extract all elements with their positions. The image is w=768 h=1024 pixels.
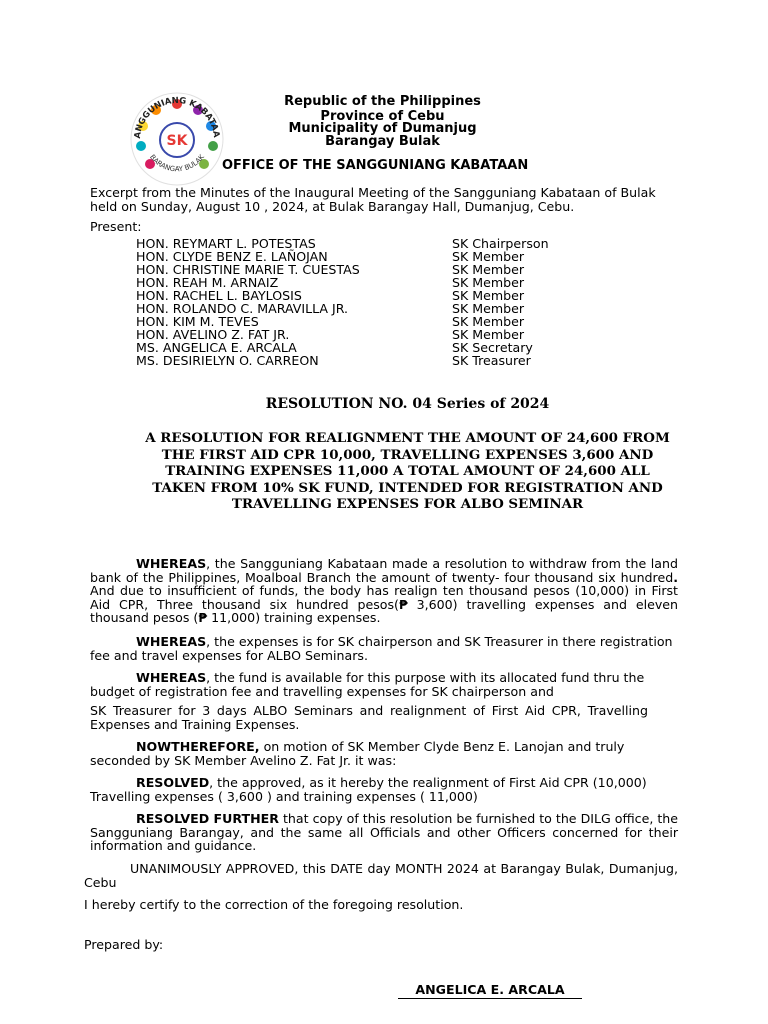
- whereas-paragraph-1: WHEREAS, the Sangguniang Kabataan made a resolution to withdraw from the land bank of the Philippines, Moalboal Branch the amount of twenty- four thousand six hundred. And due to insufficient of funds, the body has realign ten thousand pesos (10,000) in First Aid CPR, Three thousand six hundred pesos(₱ 3,600) travelling expenses and eleven thousand pesos (₱ 11,000) training expenses.: [90, 556, 679, 625]
- whereas-paragraph-3-continued: SK Treasurer for 3 days ALBO Seminars and realignment of First Aid CPR, Travelling Expenses and Training Expenses.: [90, 703, 648, 732]
- member-name: HON. KIM M. TEVES: [136, 314, 259, 329]
- member-name: HON. CLYDE BENZ E. LAÑOJAN: [136, 249, 328, 264]
- whereas-paragraph-2: WHEREAS, the expenses is for SK chairperson and SK Treasurer in there registration fee and travel expenses for ALBO Seminars.: [90, 634, 673, 663]
- member-name: HON. REAH M. ARNAIZ: [136, 275, 279, 290]
- prepared-by-label: Prepared by:: [84, 937, 164, 952]
- header-municipality: Municipality of Dumanjug: [288, 121, 477, 136]
- header-republic: Republic of the Philippines: [284, 94, 481, 109]
- member-role: SK Member: [452, 314, 525, 329]
- member-name: HON. ROLANDO C. MARAVILLA JR.: [136, 301, 349, 316]
- present-label: Present:: [90, 219, 142, 234]
- member-role: SK Member: [452, 327, 525, 342]
- intro-paragraph: Excerpt from the Minutes of the Inaugural Meeting of the Sangguniang Kabataan of Bulak held on Sunday, August 10 , 2024, at Bulak Barangay Hall, Dumanjug, Cebu.: [90, 185, 656, 214]
- member-role: SK Member: [452, 301, 525, 316]
- member-role: SK Member: [452, 262, 525, 277]
- header-barangay: Barangay Bulak: [325, 134, 440, 149]
- certification-line: I hereby certify to the correction of the foregoing resolution.: [84, 897, 464, 912]
- signatory-name: ANGELICA E. ARCALA: [398, 982, 582, 999]
- member-name: MS. DESIRIELYN O. CARREON: [136, 353, 319, 368]
- resolved-paragraph: RESOLVED, the approved, as it hereby the realignment of First Aid CPR (10,000) Travelling expenses ( 3,600 ) and training expenses ( 11,000): [90, 775, 647, 804]
- member-name: HON. REYMART L. POTESTAS: [136, 236, 316, 251]
- member-name: HON. RACHEL L. BAYLOSIS: [136, 288, 302, 303]
- member-name: MS. ANGELICA E. ARCALA: [136, 340, 297, 355]
- whereas-paragraph-3: WHEREAS, the fund is available for this purpose with its allocated fund thru the budget of registration fee and travelling expenses for SK chairperson and: [90, 670, 645, 699]
- approval-paragraph: UNANIMOUSLY APPROVED, this DATE day MONTH 2024 at Barangay Bulak, Dumanjug, Cebu: [84, 861, 678, 890]
- resolution-title: A RESOLUTION FOR REALIGNMENT THE AMOUNT OF 24,600 FROM THE FIRST AID CPR 10,000, TRAVELLING EXPENSES 3,600 AND TRAINING EXPENSES 11,000 A TOTAL AMOUNT OF 24,600 ALL TAKEN FROM 10% SK FUND, INTENDED FOR REGISTRATION AND TRAVELLING EXPENSES FOR ALBO SEMINAR: [145, 430, 670, 513]
- svg-text:BARANGAY BULAK: BARANGAY BULAK: [148, 153, 206, 174]
- member-role: SK Secretary: [452, 340, 533, 355]
- resolved-further-paragraph: RESOLVED FURTHER that copy of this resolution be furnished to the DILG office, the Sangguniang Barangay, and the same all Officials and other Officers concerned for their information and guidance.: [90, 811, 678, 853]
- svg-text:SK: SK: [166, 133, 188, 149]
- now-therefore-paragraph: NOWTHEREFORE, on motion of SK Member Clyde Benz E. Lanojan and truly seconded by SK Member Avelino Z. Fat Jr. it was:: [90, 739, 625, 768]
- resolution-number: RESOLUTION NO. 04 Series of 2024: [265, 396, 550, 412]
- member-name: HON. CHRISTINE MARIE T. CUESTAS: [136, 262, 360, 277]
- header-province: Province of Cebu: [320, 109, 445, 124]
- member-role: SK Chairperson: [452, 236, 549, 251]
- member-role: SK Treasurer: [452, 353, 531, 368]
- member-role: SK Member: [452, 288, 525, 303]
- svg-text:SANGGUNIANG KABATAAN: ANGGUNIANG KABATAA: [132, 95, 221, 140]
- member-role: SK Member: [452, 249, 525, 264]
- member-role: SK Member: [452, 275, 525, 290]
- member-name: HON. AVELINO Z. FAT JR.: [136, 327, 290, 342]
- office-title: OFFICE OF THE SANGGUNIANG KABATAAN: [222, 158, 529, 173]
